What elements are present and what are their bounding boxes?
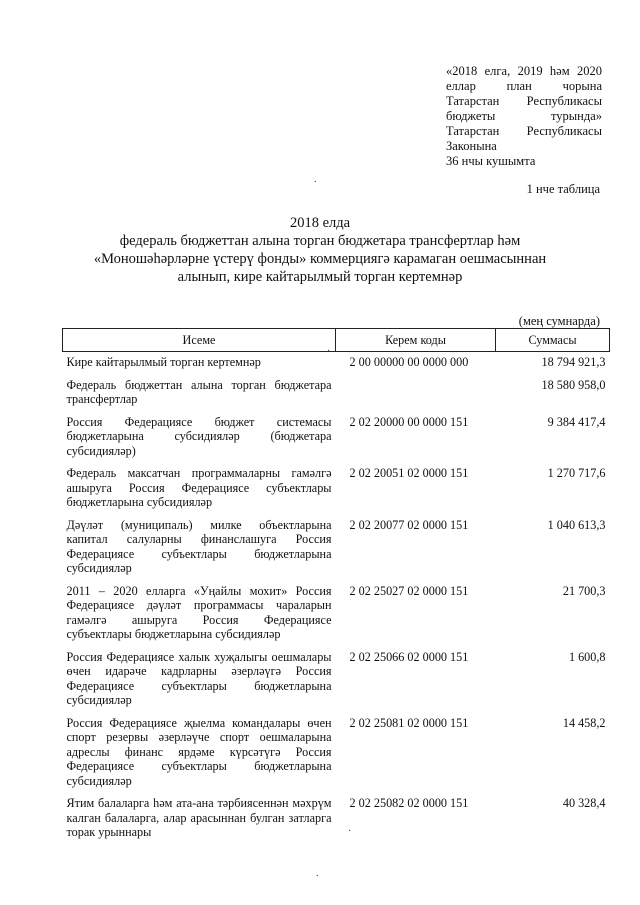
table-row bbox=[63, 412, 610, 464]
reference-line: 36 нчы кушымта bbox=[446, 154, 536, 168]
row-name: Ятим балаларга һәм ата-ана тәрбиясеннән мәхрүм калган балаларга, алар арасыннан булган затларга торак урыннары bbox=[66, 796, 332, 839]
table-row bbox=[63, 515, 610, 581]
row-sum: 14 458,2 bbox=[562, 715, 606, 730]
row-sum: 1 040 613,3 bbox=[547, 517, 606, 532]
row-code: 2 02 20077 02 0000 151 bbox=[349, 517, 469, 532]
row-sum: 9 384 417,4 bbox=[547, 414, 606, 429]
row-code: 2 02 25082 02 0000 151 bbox=[349, 796, 469, 810]
row-sum: 21 700,3 bbox=[562, 583, 606, 598]
document-reference bbox=[446, 64, 602, 169]
row-name: Дәүләт (муниципаль) милке объектларына капитал салуларны финанслашуга Россия Федерациясе субъектлары бюджетларына субсидияләр bbox=[66, 517, 332, 575]
row-name: Россия Федерациясе җыелма командалары өчен спорт резервы әзерләүче спорт оешмаларына адреслы финанс ярдәме күрсәтүгә Россия Федерациясе субъектлары бюджетларына субсидияләр bbox=[66, 715, 332, 788]
scan-speck: · bbox=[348, 826, 352, 837]
row-sum: 1 600,8 bbox=[568, 649, 606, 664]
title-line: алынып, кире кайтарылмый торган кертемнәр bbox=[177, 269, 463, 285]
reference-line: Татарстан Республикасы bbox=[446, 94, 602, 108]
header-name: Исеме bbox=[63, 329, 336, 352]
table-row bbox=[63, 375, 610, 412]
row-sum: 1 270 717,6 bbox=[547, 466, 606, 480]
row-name: Федераль бюджеттан алына торган бюджетара трансфертлар bbox=[66, 377, 332, 406]
table-header-row bbox=[63, 329, 610, 352]
table-row bbox=[63, 793, 610, 845]
table-row bbox=[63, 713, 610, 794]
row-code: 2 02 25027 02 0000 151 bbox=[349, 583, 469, 598]
table-row bbox=[63, 463, 610, 515]
header-code: Керем коды bbox=[336, 329, 496, 352]
reference-line: «2018 елга, 2019 һәм 2020 bbox=[446, 64, 602, 78]
table-number: 1 нче таблица bbox=[526, 182, 600, 196]
reference-line: бюджеты турында» bbox=[446, 109, 602, 123]
title-line: «Моношәһәрләрне үстерү фонды» коммерциягә карамаган оешмасыннан bbox=[93, 251, 547, 267]
row-sum: 18 794 921,3 bbox=[541, 355, 606, 369]
row-code: 2 02 20051 02 0000 151 bbox=[349, 466, 469, 480]
row-name: 2011 – 2020 елларга «Уңайлы мохит» Россия Федерациясе дәүләт программасы чараларын гамәлгә ашыруга Россия Федерациясе субъектлары бюджетларына субсидияләр bbox=[66, 583, 332, 641]
title-line: федераль бюджеттан алына торган бюджетара трансфертлар һәм bbox=[119, 233, 521, 249]
table-row bbox=[63, 581, 610, 647]
scan-speck: . bbox=[316, 868, 319, 879]
row-code: 2 02 25081 02 0000 151 bbox=[349, 715, 469, 730]
row-name: Федераль максатчан программаларны гамәлгә ашыруга Россия Федерациясе субъектлары бюджетларына субсидияләр bbox=[66, 466, 332, 509]
row-sum: 18 580 958,0 bbox=[541, 377, 606, 392]
table-row bbox=[63, 352, 610, 375]
title-line: 2018 елда bbox=[289, 215, 351, 231]
scan-speck: · bbox=[327, 346, 331, 357]
units-label: (мең сумнарда) bbox=[518, 314, 600, 328]
revenue-table bbox=[62, 328, 610, 845]
row-name: Кире кайтарылмый торган кертемнәр bbox=[66, 355, 261, 369]
scan-speck: . bbox=[314, 174, 317, 185]
document-title bbox=[60, 214, 580, 286]
header-sum: Суммасы bbox=[496, 329, 610, 352]
reference-line: еллар план чорына bbox=[446, 79, 602, 93]
row-code bbox=[336, 375, 496, 412]
row-name: Россия Федерациясе бюджет системасы бюджетларына субсидияләр (бюджетара субсидияләр) bbox=[66, 414, 332, 458]
reference-line: Татарстан Республикасы bbox=[446, 124, 602, 138]
row-code: 2 02 20000 00 0000 151 bbox=[349, 414, 469, 429]
row-name: Россия Федерациясе халык хуҗалыгы оешмалары өчен идарәче кадрларны әзерләүгә Россия Федерациясе субъектлары бюджетларына субсидияләр bbox=[66, 649, 332, 707]
row-sum: 40 328,4 bbox=[562, 796, 606, 810]
row-code: 2 02 25066 02 0000 151 bbox=[349, 649, 469, 664]
reference-line: Законына bbox=[446, 139, 497, 153]
table-row bbox=[63, 647, 610, 713]
row-code: 2 00 00000 00 0000 000 bbox=[349, 355, 469, 369]
